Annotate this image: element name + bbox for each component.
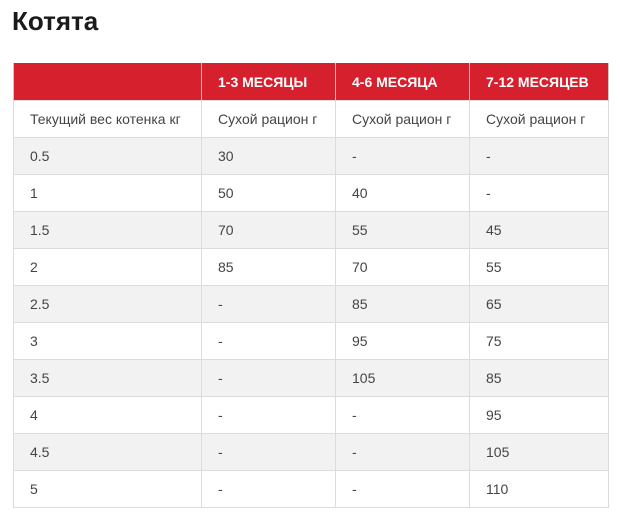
feeding-table <box>13 63 609 508</box>
table-row <box>14 286 609 323</box>
subheader-cell-dry-food: Сухой рацион г <box>202 101 336 138</box>
dry-food-4-6-cell: 55 <box>336 212 470 249</box>
dry-food-4-6-cell: 70 <box>336 249 470 286</box>
subheader-cell-dry-food: Сухой рацион г <box>336 101 470 138</box>
dry-food-1-3-cell: - <box>202 397 336 434</box>
subheader-row <box>14 101 609 138</box>
table-row <box>14 323 609 360</box>
dry-food-1-3-cell: - <box>202 471 336 508</box>
dry-food-7-12-cell: 105 <box>470 434 609 471</box>
dry-food-4-6-cell: - <box>336 397 470 434</box>
dry-food-1-3-cell: - <box>202 323 336 360</box>
header-cell-7-12-months: 7-12 МЕСЯЦЕВ <box>470 63 609 101</box>
page-title: Котята <box>12 6 99 36</box>
table-row <box>14 471 609 508</box>
dry-food-1-3-cell: 30 <box>202 138 336 175</box>
table-row <box>14 397 609 434</box>
dry-food-4-6-cell: - <box>336 434 470 471</box>
table-row <box>14 212 609 249</box>
table-row <box>14 249 609 286</box>
table-body <box>14 101 609 508</box>
dry-food-7-12-cell: 110 <box>470 471 609 508</box>
dry-food-4-6-cell: - <box>336 471 470 508</box>
header-cell-1-3-months: 1-3 МЕСЯЦЫ <box>202 63 336 101</box>
weight-cell: 5 <box>14 471 202 508</box>
dry-food-4-6-cell: 95 <box>336 323 470 360</box>
dry-food-1-3-cell: - <box>202 286 336 323</box>
weight-cell: 0.5 <box>14 138 202 175</box>
weight-cell: 1 <box>14 175 202 212</box>
dry-food-1-3-cell: 50 <box>202 175 336 212</box>
dry-food-7-12-cell: 95 <box>470 397 609 434</box>
dry-food-1-3-cell: - <box>202 434 336 471</box>
weight-cell: 4.5 <box>14 434 202 471</box>
weight-cell: 4 <box>14 397 202 434</box>
dry-food-7-12-cell: - <box>470 175 609 212</box>
table-row <box>14 360 609 397</box>
dry-food-7-12-cell: 55 <box>470 249 609 286</box>
dry-food-4-6-cell: - <box>336 138 470 175</box>
dry-food-7-12-cell: 65 <box>470 286 609 323</box>
dry-food-7-12-cell: 45 <box>470 212 609 249</box>
header-cell-empty <box>14 63 202 101</box>
table-row <box>14 434 609 471</box>
dry-food-7-12-cell: 75 <box>470 323 609 360</box>
dry-food-7-12-cell: 85 <box>470 360 609 397</box>
dry-food-4-6-cell: 85 <box>336 286 470 323</box>
dry-food-1-3-cell: - <box>202 360 336 397</box>
weight-cell: 2.5 <box>14 286 202 323</box>
weight-cell: 3.5 <box>14 360 202 397</box>
table-row <box>14 175 609 212</box>
dry-food-7-12-cell: - <box>470 138 609 175</box>
subheader-cell-dry-food: Сухой рацион г <box>470 101 609 138</box>
dry-food-4-6-cell: 105 <box>336 360 470 397</box>
dry-food-1-3-cell: 70 <box>202 212 336 249</box>
table-row <box>14 138 609 175</box>
weight-cell: 2 <box>14 249 202 286</box>
dry-food-1-3-cell: 85 <box>202 249 336 286</box>
header-cell-4-6-months: 4-6 МЕСЯЦА <box>336 63 470 101</box>
table-header-row <box>14 63 609 101</box>
weight-cell: 1.5 <box>14 212 202 249</box>
dry-food-4-6-cell: 40 <box>336 175 470 212</box>
weight-cell: 3 <box>14 323 202 360</box>
subheader-cell-weight: Текущий вес котенка кг <box>14 101 202 138</box>
